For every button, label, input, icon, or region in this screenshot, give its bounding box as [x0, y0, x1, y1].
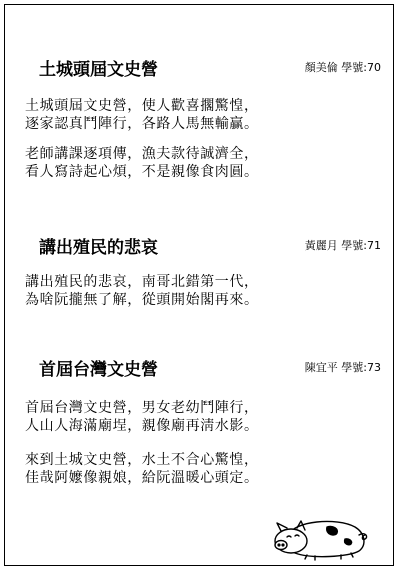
- poem-line: 看人寫詩起心煩，不是親像食肉圓。: [25, 164, 259, 180]
- poem-line: 首屆台灣文史營，男女老幼鬥陣行，: [25, 400, 259, 416]
- poem-author-id: 陳宜平 學號:73: [304, 361, 381, 374]
- poem-line: 老師講課逐項傳，漁夫款待誠濟全，: [25, 146, 259, 162]
- poem-line: 逐家認真鬥陣行，各路人馬無輸贏。: [25, 116, 259, 132]
- page-frame: [4, 4, 394, 566]
- pig-icon: [267, 513, 377, 561]
- poem-author-id: 黃麗月 學號:71: [304, 239, 381, 252]
- poem-line: 來到土城文史營，水土不合心驚惶，: [25, 452, 259, 468]
- poem-line: 為啥阮攏無了解，從頭開始閣再來。: [25, 292, 259, 308]
- poem-title: 首屆台灣文史營: [39, 360, 158, 380]
- poem-author-id: 顏美倫 學號:70: [304, 61, 381, 74]
- poem-line: 佳哉阿嬤像親娘，給阮溫暖心頭定。: [25, 470, 259, 486]
- poem-line: 人山人海滿廟埕，親像廟再淸水影。: [25, 418, 259, 434]
- poem-title: 土城頭屆文史營: [39, 60, 158, 80]
- poem-line: 土城頭屆文史營，使人歡喜擱驚惶，: [25, 98, 259, 114]
- poem-title: 講出殖民的悲哀: [39, 238, 158, 258]
- poem-line: 講出殖民的悲哀，南哥北錯第一代，: [25, 274, 259, 290]
